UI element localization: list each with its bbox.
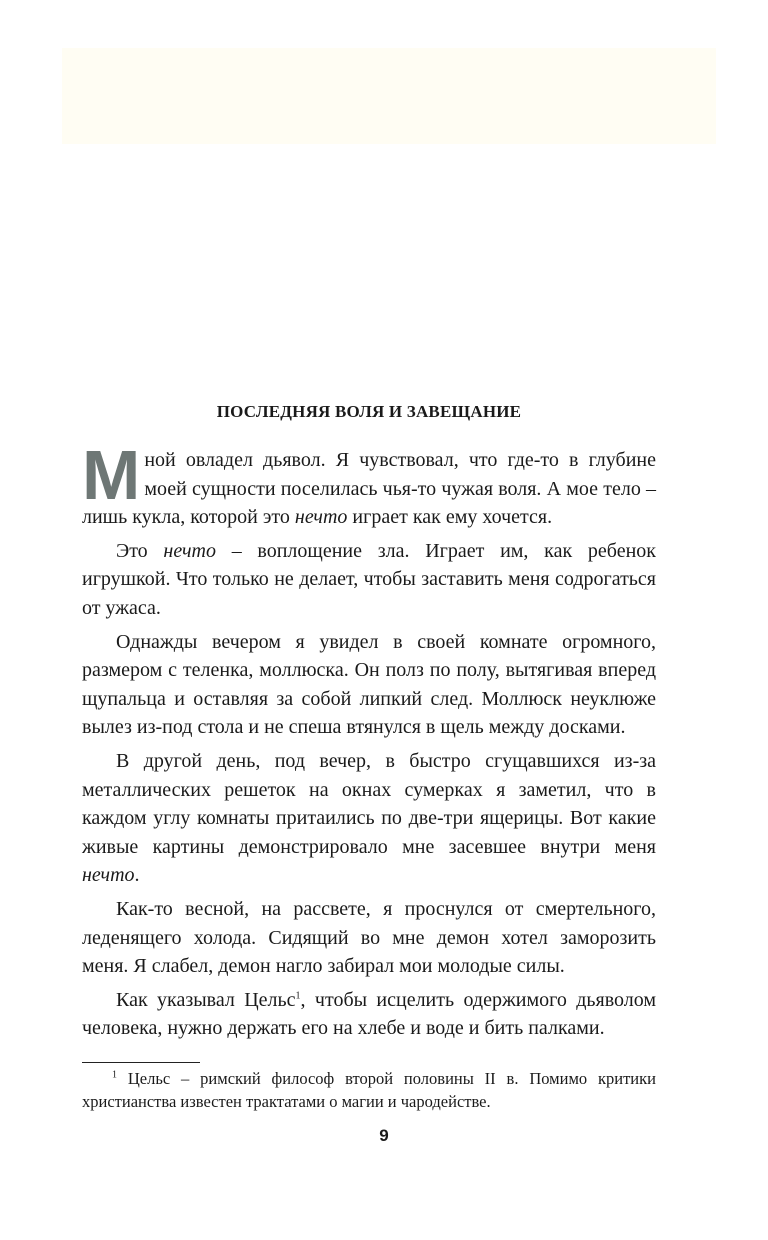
paragraph-2-start: Это xyxy=(116,539,164,562)
paragraph-5: Как-то весной, на рассвете, я проснулся от смертельного, леденящего холода. Сидящий во мне демон хотел заморозить меня. Я слабел, демон нагло забирал мои молодые силы. xyxy=(82,897,656,978)
paragraph-2-rest: – воплощение зла. Играет им, как ребенок игрушкой. Что только не делает, чтобы заставить меня содрогаться от ужаса. xyxy=(82,539,656,619)
body-text xyxy=(82,436,657,1043)
drop-cap: М xyxy=(82,436,141,514)
page-number: 9 xyxy=(379,1126,389,1145)
emphasis-nechto: нечто xyxy=(82,864,135,887)
header-band xyxy=(62,48,716,144)
footnote-ref[interactable]: 1 xyxy=(295,990,301,1002)
emphasis-nechto: нечто xyxy=(163,539,216,562)
paragraph-6-rest: , чтобы исцелить одержимого дьяволом человека, нужно держать его на хлебе и воде и бить палками. xyxy=(82,988,657,1040)
footnote-text: Цельс – римский философ второй половины II в. Помимо критики христианства известен трактатами о магии и чародействе. xyxy=(82,1069,656,1111)
paragraph-1-text: ной овладел дьявол. Я чувствовал, что где-то в глубине моей сущности поселилась чья-то чужая воля. А мое тело – лишь кукла, которой это xyxy=(82,449,656,529)
paragraph-4-start: В другой день, под вечер, в быстро сгущавшихся из-за металлических решеток на окнах сумерках я заметил, что в каждом углу комнаты притаились по две-три ящерицы. Вот какие живые картины демонстрировало мне засевшее внутри меня xyxy=(82,749,656,858)
paragraph-1 xyxy=(82,436,656,532)
paragraph-4-end: . xyxy=(134,864,140,887)
paragraph-6-start: Как указывал Цельс xyxy=(116,988,296,1011)
paragraph-6 xyxy=(82,986,656,1043)
paragraph-4 xyxy=(82,747,656,890)
emphasis-nechto: нечто xyxy=(294,506,348,529)
paragraph-3: Однажды вечером я увидел в своей комнате огромного, размером с теленка, моллюска. Он полз по полу, вытягивая вперед щупальца и оставляя за собой липкий след. Моллюск неуклюже вылез из-под стола и не спеша втянулся в щель между досками. xyxy=(82,630,656,739)
chapter-title: ПОСЛЕДНЯЯ ВОЛЯ И ЗАВЕЩАНИЕ xyxy=(216,402,522,421)
footnote-marker: 1 xyxy=(112,1069,117,1081)
footnote-divider xyxy=(82,1062,200,1063)
footnote xyxy=(82,1067,656,1113)
paragraph-2 xyxy=(82,537,656,623)
paragraph-1-tail: играет как ему хочется. xyxy=(347,506,553,529)
